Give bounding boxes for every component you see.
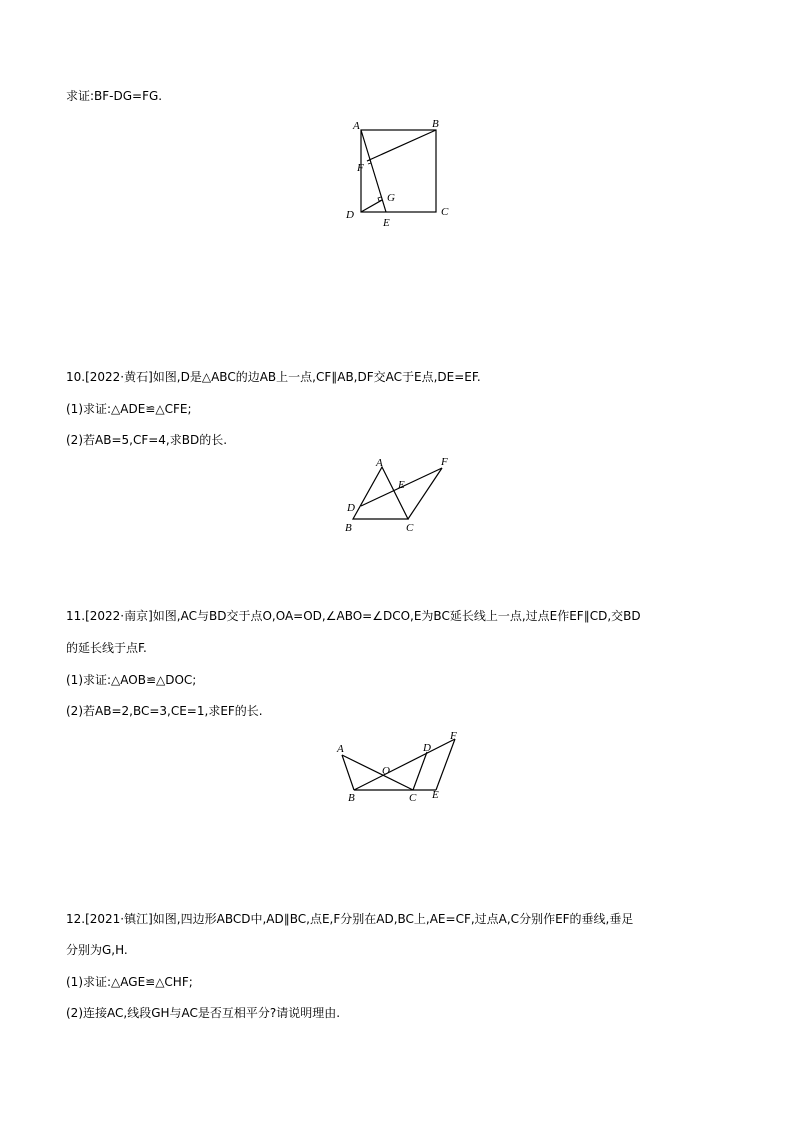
label-a: A [353,120,360,132]
label-d: D [347,502,355,514]
segment-bf [354,739,455,790]
label-o: O [382,765,390,777]
label-b: B [348,792,355,804]
q12-stem-line2: 分别为G,H. [66,943,128,957]
label-a: A [376,457,383,469]
label-e: E [432,789,439,801]
q12-part2: (2)连接AC,线段GH与AC是否互相平分?请说明理由. [66,1006,341,1020]
q11-figure [330,728,470,804]
label-e: E [383,217,390,229]
label-g: G [387,192,395,204]
q10-figure [340,454,460,536]
label-c: C [441,206,449,218]
label-e: E [398,479,405,491]
label-f: F [357,162,364,174]
label-b: B [345,522,352,534]
square-figure [340,116,460,232]
prove-statement: 求证:BF-DG=FG. [66,89,163,103]
label-a: A [337,743,344,755]
q11-stem-line1: 11.[2022·南京]如图,AC与BD交于点O,OA=OD,∠ABO=∠DCO,E为BC延长线上一点,过点E作EF∥CD,交BD [66,609,641,623]
label-f: F [450,730,457,742]
label-f: F [441,456,448,468]
triangle-abc [353,467,408,519]
q11-stem-line2: 的延长线于点F. [66,641,147,655]
label-c: C [406,522,414,534]
segment-dc [413,752,427,790]
label-b: B [432,118,439,130]
segment-bf [367,130,436,161]
segment-ae [361,130,386,212]
label-d: D [423,742,431,754]
q11-part1: (1)求证:△AOB≌△DOC; [66,673,197,687]
q10-stem: 10.[2022·黄石]如图,D是△ABC的边AB上一点,CF∥AB,DF交AC于E点,DE=EF. [66,370,481,384]
square-abcd [361,130,436,212]
q10-part2: (2)若AB=5,CF=4,求BD的长. [66,433,228,447]
q10-part1: (1)求证:△ADE≌△CFE; [66,402,192,416]
q12-part1: (1)求证:△AGE≌△CHF; [66,975,193,989]
segment-dg [361,200,382,212]
label-d: D [346,209,354,221]
label-c: C [409,792,417,804]
right-angle-f [367,160,371,164]
q11-part2: (2)若AB=2,BC=3,CE=1,求EF的长. [66,704,263,718]
q12-stem-line1: 12.[2021·镇江]如图,四边形ABCD中,AD∥BC,点E,F分别在AD,BC上,AE=CF,过点A,C分别作EF的垂线,垂足 [66,912,634,926]
